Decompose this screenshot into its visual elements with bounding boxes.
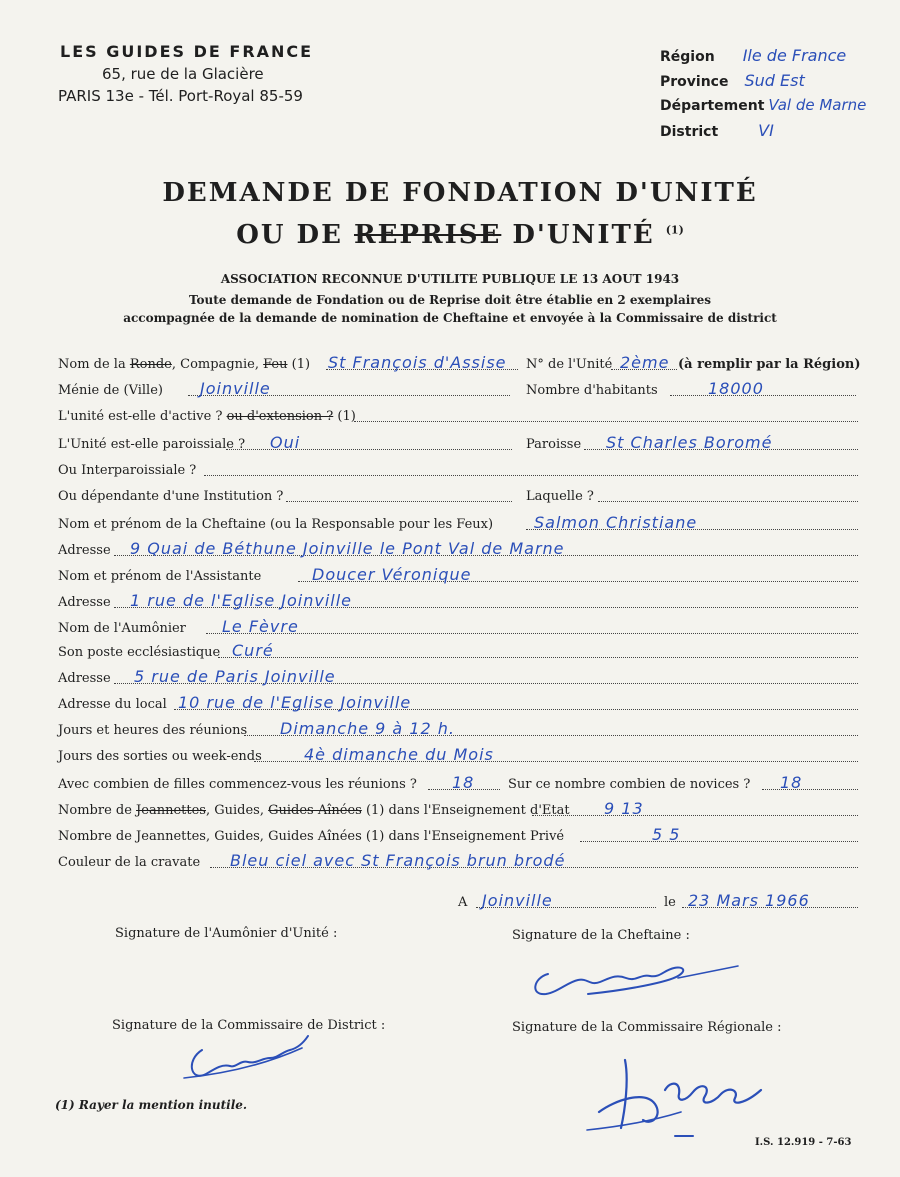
inhabitants-value[interactable]: 18000 (708, 379, 764, 398)
form-row-town (58, 378, 858, 400)
form-row-leader (58, 512, 858, 534)
unit-name-struck-feu: Feu (263, 357, 288, 372)
dotted-line (532, 815, 858, 816)
form-row-chaplain (58, 616, 858, 638)
chaplain-signature-label: Signature de l'Aumônier d'Unité : (115, 926, 338, 941)
dotted-line (354, 421, 858, 422)
assistant-address-label: Adresse (58, 595, 111, 610)
unit-number-value[interactable]: 2ème (620, 353, 670, 372)
unit-name-value[interactable]: St François d'Assise (328, 353, 507, 372)
form-row-chaplain-address (58, 666, 858, 688)
necktie-label: Couleur de la cravate (58, 855, 201, 870)
dotted-line (580, 841, 858, 842)
unit-name-struck-ronde: Ronde (129, 357, 172, 372)
form-row-leader-address (58, 538, 858, 560)
organization-city: PARIS 13e - Tél. Port-Royal 85-59 (58, 87, 303, 105)
place-value[interactable]: Joinville (482, 891, 553, 910)
province-row (660, 71, 890, 96)
outings-value[interactable]: 4è dimanche du Mois (304, 745, 494, 764)
meetings-label: Jours et heures des réunions (58, 723, 248, 738)
regional-commissioner-signature-label: Signature de la Commissaire Régionale : (512, 1020, 782, 1035)
document-title-line1: DEMANDE DE FONDATION D'UNITÉ (162, 178, 758, 208)
unit-number-note: (à remplir par la Région) (678, 357, 861, 372)
girls-label: Avec combien de filles commencez-vous les réunions ? (58, 777, 417, 792)
district-commissioner-signature-label: Signature de la Commissaire de District : (112, 1018, 386, 1033)
parish-question-label: L'Unité est-elle paroissiale ? (58, 437, 246, 452)
footnote: (1) Rayer la mention inutile. (55, 1098, 248, 1112)
active-label-b: (1) (333, 409, 356, 424)
form-row-meetings (58, 718, 858, 740)
form-reference: I.S. 12.919 - 7-63 (755, 1137, 852, 1148)
form-row-active (58, 404, 858, 426)
unit-number-label: N° de l'Unité (526, 357, 613, 372)
girls-value[interactable]: 18 (452, 773, 475, 792)
province-label: Province (660, 74, 729, 90)
public-school-label-b: , Guides, (205, 803, 269, 818)
active-label (58, 409, 356, 424)
parish-label: Paroisse (526, 437, 582, 452)
outings-label: Jours des sorties ou week-ends (58, 749, 262, 764)
private-school-label: Nombre de Jeannettes, Guides, Guides Aînées (1) dans l'Enseignement Privé (58, 829, 565, 844)
region-value: Ile de France (742, 46, 847, 65)
public-school-label (58, 803, 570, 818)
chaplain-address-label: Adresse (58, 671, 111, 686)
form-row-unit-name (58, 352, 861, 374)
post-value[interactable]: Curé (232, 641, 274, 660)
instruction-line1: Toute demande de Fondation ou de Reprise doit être établie en 2 exemplaires (188, 293, 712, 307)
chaplain-value[interactable]: Le Fèvre (222, 617, 299, 636)
chaplain-label: Nom de l'Aumônier (58, 621, 186, 636)
town-value[interactable]: Joinville (200, 379, 271, 398)
private-school-value[interactable]: 5 5 (652, 825, 681, 844)
leader-address-label: Adresse (58, 543, 111, 558)
premises-label: Adresse du local (58, 697, 167, 712)
district-value: VI (758, 121, 774, 140)
departement-value: Val de Marne (768, 96, 867, 114)
unit-name-label (58, 357, 310, 372)
unit-name-label-c: (1) (287, 357, 311, 372)
assistant-address-value[interactable]: 1 rue de l'Eglise Joinville (130, 591, 353, 610)
organization-header (58, 42, 358, 105)
date-value[interactable]: 23 Mars 1966 (688, 891, 810, 910)
document-title-line2 (10, 220, 900, 250)
form-row-girls (58, 772, 858, 794)
active-label-a: L'unité est-elle d'active ? (58, 409, 227, 424)
leader-value[interactable]: Salmon Christiane (534, 513, 698, 532)
assistant-value[interactable]: Doucer Véronique (312, 565, 472, 584)
organization-address: 65, rue de la Glacière (102, 65, 264, 83)
dotted-line (762, 789, 858, 790)
necktie-value[interactable]: Bleu ciel avec St François brun brodé (230, 851, 566, 870)
form-row-post (58, 640, 858, 662)
dotted-line (226, 449, 512, 450)
inhabitants-label: Nombre d'habitants (526, 383, 658, 398)
form-row-public-school (58, 798, 858, 820)
form-row-institution (58, 484, 858, 506)
departement-row (660, 96, 890, 121)
public-school-label-c: (1) dans l'Enseignement d'Etat (361, 803, 570, 818)
town-label: Ménie de (Ville) (58, 383, 163, 398)
region-row (660, 46, 890, 71)
date-label: le (664, 895, 676, 910)
unit-name-label-b: , Compagnie, (171, 357, 264, 372)
public-school-struck-1: Jeannettes (136, 803, 206, 818)
instruction-line2: accompagnée de la demande de nomination de Cheftaine et envoyée à la Commissaire de district (123, 311, 777, 325)
meetings-value[interactable]: Dimanche 9 à 12 h. (280, 719, 455, 738)
active-struck: ou d'extension ? (226, 409, 334, 424)
form-row-parish (58, 432, 858, 454)
district-label: District (660, 124, 719, 140)
leader-label: Nom et prénom de la Cheftaine (ou la Responsable pour les Feux) (58, 517, 494, 532)
form-row-place-date (58, 890, 858, 912)
form-row-assistant-address (58, 590, 858, 612)
district-row (660, 121, 890, 146)
which-label: Laquelle ? (526, 489, 594, 504)
institution-label: Ou dépendante d'une Institution ? (58, 489, 284, 504)
dotted-line (598, 501, 858, 502)
dotted-line (286, 501, 512, 502)
unit-name-label-a: Nom de la (58, 357, 130, 372)
form-row-interparish (58, 458, 858, 480)
premises-value[interactable]: 10 rue de l'Eglise Joinville (178, 693, 412, 712)
dotted-line (204, 475, 858, 476)
dotted-line (206, 633, 858, 634)
district-commissioner-signature (182, 1030, 322, 1090)
chaplain-address-value[interactable]: 5 rue de Paris Joinville (134, 667, 336, 686)
organization-name: LES GUIDES DE FRANCE (60, 42, 314, 61)
public-school-label-a: Nombre de (58, 803, 137, 818)
form-row-private-school (58, 824, 858, 846)
leader-address-value[interactable]: 9 Quai de Béthune Joinville le Pont Val de Marne (130, 539, 565, 558)
dotted-line (218, 657, 858, 658)
departement-label: Département (660, 98, 765, 114)
interparish-label: Ou Interparoissiale ? (58, 463, 197, 478)
form-row-assistant (58, 564, 858, 586)
parish-value[interactable]: St Charles Boromé (606, 433, 773, 452)
form-row-outings (58, 744, 858, 766)
post-label: Son poste ecclésiastique (58, 645, 221, 660)
region-label: Région (660, 49, 715, 65)
title-footnote-mark: (1) (665, 223, 684, 237)
leader-signature (528, 956, 748, 1006)
novices-value[interactable]: 18 (780, 773, 803, 792)
title-part-b: D'UNITÉ (501, 220, 655, 250)
form-row-premises (58, 692, 858, 714)
form-row-necktie (58, 850, 858, 872)
parish-question-value[interactable]: Oui (270, 433, 301, 452)
province-value: Sud Est (744, 71, 805, 90)
regional-commissioner-signature (585, 1050, 785, 1140)
public-school-struck-2: Guides Aînées (268, 803, 362, 818)
leader-signature-label: Signature de la Cheftaine : (512, 928, 690, 943)
association-line: ASSOCIATION RECONNUE D'UTILITE PUBLIQUE LE 13 AOUT 1943 (220, 272, 680, 286)
place-label: A (458, 895, 468, 910)
region-block (660, 46, 890, 146)
title-struck-word: REPRISE (353, 220, 502, 250)
assistant-label: Nom et prénom de l'Assistante (58, 569, 262, 584)
novices-label: Sur ce nombre combien de novices ? (508, 777, 751, 792)
title-part-a: OU DE (236, 220, 354, 250)
public-school-value[interactable]: 9 13 (604, 799, 644, 818)
